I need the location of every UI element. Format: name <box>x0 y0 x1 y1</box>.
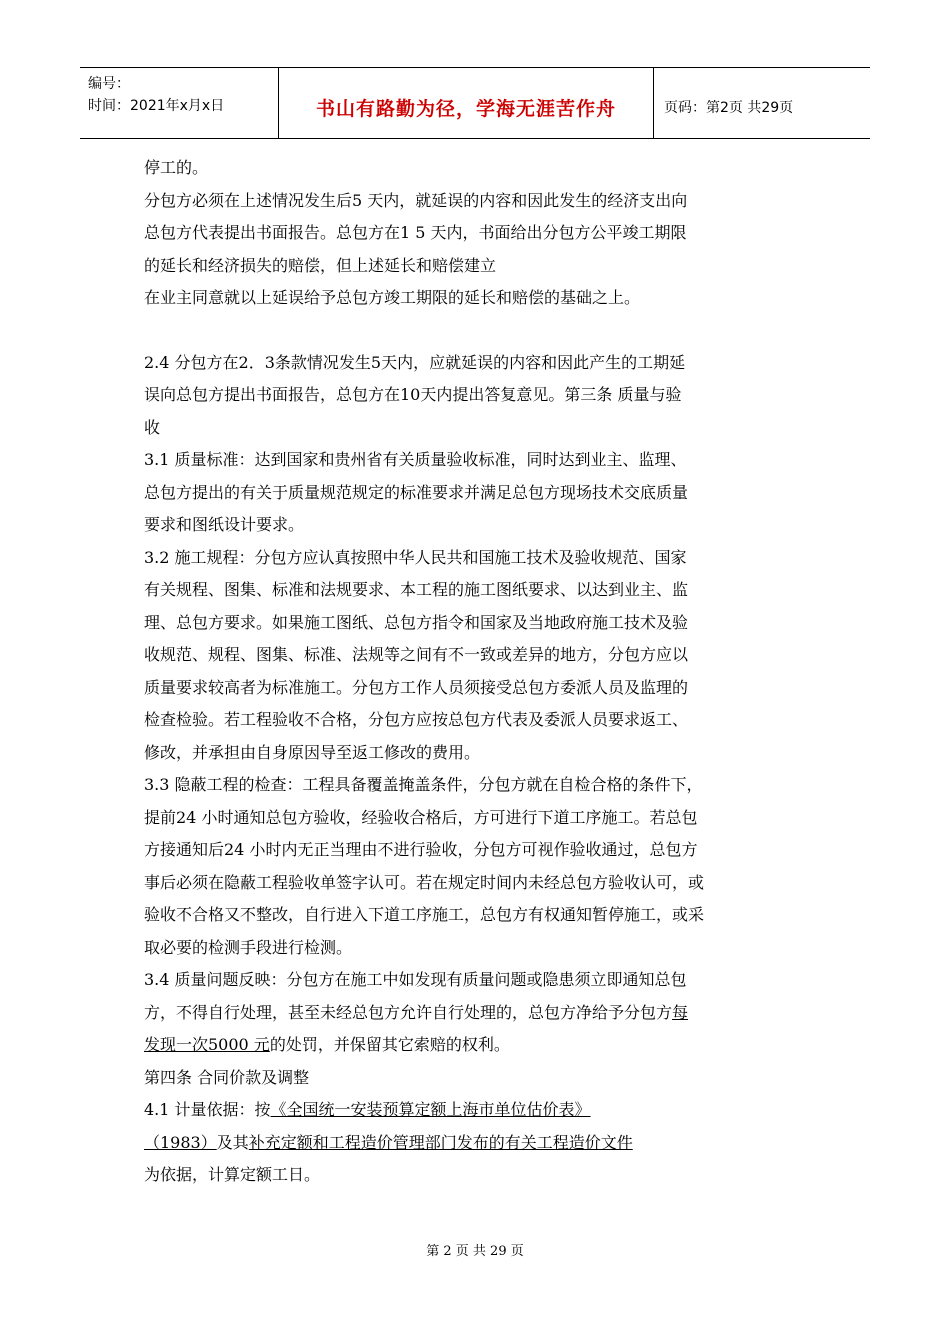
page-header <box>80 67 870 139</box>
text-line: 分包方必须在上述情况发生后5 天内，就延误的内容和因此发生的经济支出向 <box>144 190 688 210</box>
text-line: 为依据，计算定额工日。 <box>144 1165 321 1184</box>
text-line: 3.4 质量问题反映：分包方在施工中如发现有质量问题或隐患须立即通知总包 <box>144 970 687 989</box>
text-line: 要求和图纸设计要求。 <box>144 515 305 534</box>
text-line: 有关规程、图集、标准和法规要求、本工程的施工图纸要求、以达到业主、监 <box>144 580 689 599</box>
header-motto: 书山有路勤为径，学海无涯苦作舟 <box>278 68 654 138</box>
section-heading: 第四条 合同价款及调整 <box>144 1067 310 1087</box>
document-body <box>144 152 824 1192</box>
underlined-text: （1983） <box>144 1132 217 1152</box>
header-meta <box>80 68 278 138</box>
text-line: 事后必须在隐蔽工程验收单签字认可。若在规定时间内未经总包方验收认可，或 <box>144 872 705 892</box>
text-line <box>144 997 824 1030</box>
text-line: 修改，并承担由自身原因导至返工修改的费用。 <box>144 742 481 762</box>
text-line: 提前24 小时通知总包方验收，经验收合格后，方可进行下道工序施工。若总包 <box>144 807 698 827</box>
text-run: 的处罚，并保留其它索赔的权利。 <box>269 1035 510 1054</box>
text-line: 质量要求较高者为标准施工。分包方工作人员须接受总包方委派人员及监理的 <box>144 677 689 697</box>
text-line: 总包方代表提出书面报告。总包方在1 5 天内，书面给出分包方公平竣工期限 <box>144 223 687 242</box>
text-line: 停工的。 <box>144 158 209 177</box>
text-line: 方接通知后24 小时内无正当理由不进行验收，分包方可视作验收通过，总包方 <box>144 840 698 859</box>
text-line: 的延长和经济损失的赔偿，但上述延长和赔偿建立 <box>144 255 497 275</box>
page-footer: 第 2 页 共 29 页 <box>426 1244 524 1259</box>
underlined-text: 发现一次5000 元 <box>144 1035 270 1054</box>
text-line: 3.2 施工规程：分包方应认真按照中华人民共和国施工技术及验收规范、国家 <box>144 547 687 567</box>
text-run: 及其 <box>216 1132 249 1152</box>
text-run: 方，不得自行处理，甚至未经总包方允许自行处理的，总包方净给予分包方 <box>144 1002 673 1022</box>
text-line: 3.3 隐蔽工程的检查：工程具备覆盖掩盖条件，分包方就在自检合格的条件下， <box>144 775 703 794</box>
text-run: 4.1 计量依据：按 <box>144 1100 271 1119</box>
paragraph-gap <box>144 315 824 347</box>
text-line: 验收不合格又不整改，自行进入下道工序施工，总包方有权通知暂停施工，或采 <box>144 905 705 924</box>
underlined-text: 《全国统一安装预算定额上海市单位估价表》 <box>270 1100 591 1119</box>
header-page-number: 页码：第2页 共29页 <box>664 100 794 116</box>
text-line: 收规范、规程、图集、标准、法规等之间有不一致或差异的地方，分包方应以 <box>144 645 689 664</box>
text-line: 2.4 分包方在2．3条款情况发生5天内，应就延误的内容和因此产生的工期延 <box>144 352 686 372</box>
text-line <box>144 1127 824 1160</box>
document-code: 编号： <box>88 76 130 92</box>
text-line: 取必要的检测手段进行检测。 <box>144 937 353 957</box>
text-line: 在业主同意就以上延误给予总包方竣工期限的延长和赔偿的基础之上。 <box>144 288 641 307</box>
text-line: 总包方提出的有关于质量规范规定的标准要求并满足总包方现场技术交底质量 <box>144 482 689 502</box>
text-line <box>144 1029 824 1062</box>
document-date: 时间：2021年x月x日 <box>88 98 225 114</box>
text-line <box>144 1094 824 1127</box>
underlined-text: 每 <box>672 1002 689 1022</box>
text-line: 3.1 质量标准：达到国家和贵州省有关质量验收标准，同时达到业主、监理、 <box>144 450 687 469</box>
text-line: 理、总包方要求。如果施工图纸、总包方指令和国家及当地政府施工技术及验 <box>144 612 689 632</box>
text-line: 误向总包方提出书面报告，总包方在10天内提出答复意见。第三条 质量与验 <box>144 385 682 404</box>
text-line: 收 <box>144 417 161 437</box>
text-line: 检查检验。若工程验收不合格，分包方应按总包方代表及委派人员要求返工、 <box>144 710 689 729</box>
underlined-text: 补充定额和工程造价管理部门发布的有关工程造价文件 <box>248 1132 633 1152</box>
